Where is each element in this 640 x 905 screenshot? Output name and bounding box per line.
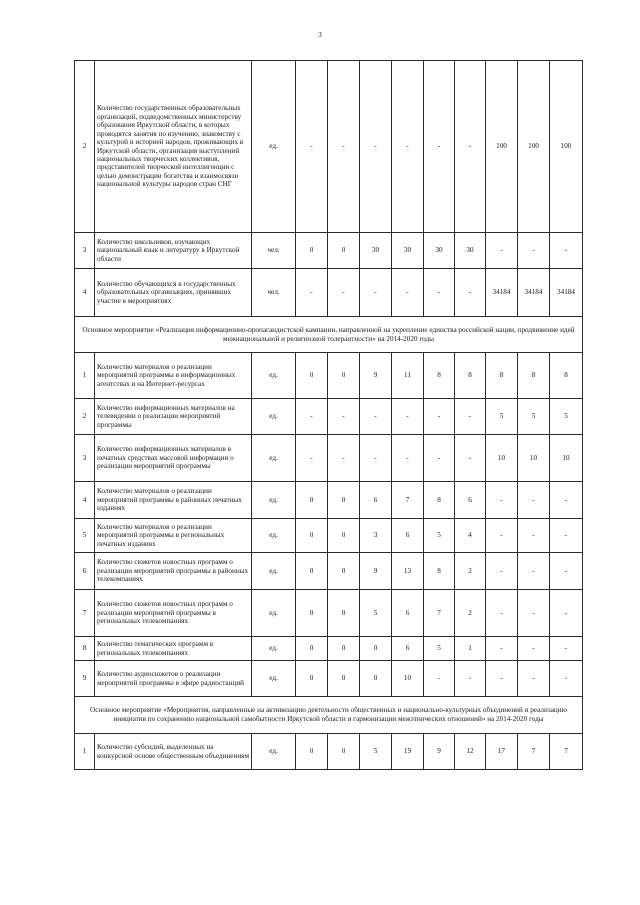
- value-cell: 0: [296, 519, 328, 553]
- value-cell: -: [455, 435, 486, 482]
- value-cell: 5: [424, 519, 455, 553]
- value-cell: 9: [360, 553, 392, 590]
- value-cell: 30: [360, 233, 392, 269]
- value-cell: -: [360, 61, 392, 233]
- value-cell: 100: [518, 61, 550, 233]
- value-cell: 10: [550, 435, 583, 482]
- table-row: [75, 661, 583, 697]
- indicator-name: Количество сюжетов новостных программ о реализации мероприятий программы в районных телекомпаниях: [95, 553, 252, 590]
- page-number: 3: [318, 31, 322, 39]
- value-cell: -: [424, 661, 455, 697]
- value-cell: 8: [550, 353, 583, 399]
- value-cell: -: [296, 269, 328, 317]
- value-cell: -: [328, 399, 360, 435]
- value-cell: -: [296, 61, 328, 233]
- value-cell: 17: [486, 734, 518, 770]
- value-cell: -: [424, 435, 455, 482]
- value-cell: -: [486, 233, 518, 269]
- value-cell: -: [518, 233, 550, 269]
- indicator-name: Количество материалов о реализации мероприятий программы в информационных агентствах и на Интернет-ресурсах: [95, 353, 252, 399]
- unit-cell: ед.: [252, 399, 296, 435]
- unit-cell: ед.: [252, 637, 296, 661]
- value-cell: 0: [296, 734, 328, 770]
- indicator-name: Количество обучающихся в государственных образовательных организациях, принявших участие в мероприятиях: [95, 269, 252, 317]
- value-cell: 0: [328, 734, 360, 770]
- row-number: 2: [75, 399, 95, 435]
- indicator-name: Количество материалов о реализации мероприятий программы в региональных печатных изданиях: [95, 519, 252, 553]
- value-cell: -: [518, 519, 550, 553]
- value-cell: -: [486, 590, 518, 637]
- value-cell: 0: [360, 661, 392, 697]
- value-cell: -: [424, 61, 455, 233]
- value-cell: -: [486, 637, 518, 661]
- value-cell: -: [550, 661, 583, 697]
- value-cell: 13: [392, 553, 424, 590]
- value-cell: 8: [424, 553, 455, 590]
- value-cell: 5: [424, 637, 455, 661]
- value-cell: 6: [392, 637, 424, 661]
- value-cell: 8: [455, 353, 486, 399]
- value-cell: -: [360, 399, 392, 435]
- value-cell: -: [518, 553, 550, 590]
- value-cell: 8: [424, 353, 455, 399]
- value-cell: -: [296, 399, 328, 435]
- row-number: 7: [75, 590, 95, 637]
- row-number: 2: [75, 61, 95, 233]
- section-row: [75, 697, 583, 734]
- value-cell: 0: [328, 553, 360, 590]
- unit-cell: ед.: [252, 353, 296, 399]
- indicator-name: Количество информационных материалов в печатных средствах массовой информации о реализации мероприятий программы: [95, 435, 252, 482]
- value-cell: 19: [392, 734, 424, 770]
- table-row: [75, 734, 583, 770]
- table-row: [75, 519, 583, 553]
- table-row: [75, 233, 583, 269]
- value-cell: 100: [550, 61, 583, 233]
- indicator-name: Количество школьников, изучающих национальный язык и литературу в Иркутской области: [95, 233, 252, 269]
- value-cell: 34184: [550, 269, 583, 317]
- section-row: [75, 317, 583, 353]
- row-number: 5: [75, 519, 95, 553]
- unit-cell: ед.: [252, 734, 296, 770]
- value-cell: 2: [455, 553, 486, 590]
- value-cell: 5: [518, 399, 550, 435]
- value-cell: 7: [518, 734, 550, 770]
- value-cell: -: [424, 269, 455, 317]
- row-number: 4: [75, 269, 95, 317]
- value-cell: 3: [360, 519, 392, 553]
- value-cell: -: [455, 661, 486, 697]
- table-row: [75, 553, 583, 590]
- row-number: 8: [75, 637, 95, 661]
- value-cell: -: [518, 482, 550, 519]
- value-cell: -: [360, 269, 392, 317]
- value-cell: 34184: [518, 269, 550, 317]
- value-cell: 0: [328, 519, 360, 553]
- table-row: [75, 353, 583, 399]
- row-number: 1: [75, 353, 95, 399]
- indicator-name: Количество субсидий, выделенных на конкурсной основе общественным объединениям: [95, 734, 252, 770]
- value-cell: -: [550, 637, 583, 661]
- unit-cell: ед.: [252, 61, 296, 233]
- row-number: 1: [75, 734, 95, 770]
- indicator-name: Количество информационных материалов на телевидении о реализации мероприятий программы: [95, 399, 252, 435]
- value-cell: 0: [360, 637, 392, 661]
- value-cell: -: [518, 661, 550, 697]
- value-cell: -: [360, 435, 392, 482]
- value-cell: 100: [486, 61, 518, 233]
- table-row: [75, 61, 583, 233]
- value-cell: -: [392, 435, 424, 482]
- value-cell: 0: [328, 482, 360, 519]
- value-cell: -: [550, 553, 583, 590]
- unit-cell: ед.: [252, 590, 296, 637]
- value-cell: 7: [392, 482, 424, 519]
- value-cell: 0: [296, 482, 328, 519]
- row-number: 9: [75, 661, 95, 697]
- value-cell: -: [392, 399, 424, 435]
- value-cell: -: [518, 637, 550, 661]
- value-cell: 8: [424, 482, 455, 519]
- value-cell: 10: [392, 661, 424, 697]
- value-cell: 0: [296, 353, 328, 399]
- value-cell: -: [296, 435, 328, 482]
- value-cell: -: [486, 553, 518, 590]
- value-cell: -: [550, 482, 583, 519]
- value-cell: 0: [328, 233, 360, 269]
- value-cell: -: [455, 269, 486, 317]
- value-cell: 9: [424, 734, 455, 770]
- value-cell: 30: [455, 233, 486, 269]
- row-number: 4: [75, 482, 95, 519]
- value-cell: -: [518, 590, 550, 637]
- unit-cell: чел.: [252, 269, 296, 317]
- unit-cell: чел.: [252, 233, 296, 269]
- value-cell: 1: [455, 637, 486, 661]
- value-cell: -: [392, 269, 424, 317]
- indicator-name: Количество аудиосюжетов о реализации мероприятий программы в эфире радиостанций: [95, 661, 252, 697]
- value-cell: 0: [296, 661, 328, 697]
- row-number: 3: [75, 435, 95, 482]
- table-row: [75, 269, 583, 317]
- indicator-name: Количество государственных образовательных организаций, подведомственных министерству образования Иркутской области, в которых проводятся занятия по изучению, знакомству с культурой и историей народов, проживающих в Иркутской области, организация выступлений национальных творческих коллективов, представителей творческой интеллигенции с целью демонстрации богатства и взаимосвязи национальной культуры народов стран СНГ: [95, 61, 252, 233]
- value-cell: 8: [486, 353, 518, 399]
- value-cell: 0: [296, 553, 328, 590]
- value-cell: 5: [550, 399, 583, 435]
- table-body: [75, 61, 583, 770]
- unit-cell: ед.: [252, 435, 296, 482]
- value-cell: -: [455, 399, 486, 435]
- unit-cell: ед.: [252, 661, 296, 697]
- value-cell: -: [455, 61, 486, 233]
- value-cell: 4: [455, 519, 486, 553]
- value-cell: 7: [424, 590, 455, 637]
- value-cell: -: [550, 233, 583, 269]
- value-cell: 30: [392, 233, 424, 269]
- unit-cell: ед.: [252, 482, 296, 519]
- value-cell: 0: [328, 661, 360, 697]
- value-cell: -: [328, 435, 360, 482]
- value-cell: 7: [550, 734, 583, 770]
- row-number: 3: [75, 233, 95, 269]
- value-cell: 2: [455, 590, 486, 637]
- table-row: [75, 637, 583, 661]
- value-cell: 9: [360, 353, 392, 399]
- value-cell: -: [486, 482, 518, 519]
- table-row: [75, 590, 583, 637]
- value-cell: 6: [392, 590, 424, 637]
- value-cell: 0: [328, 637, 360, 661]
- value-cell: 0: [328, 590, 360, 637]
- indicator-name: Количество материалов о реализации мероприятий программы в районных печатных изданиях: [95, 482, 252, 519]
- indicator-name: Количество тематических программ в региональных телекомпаниях: [95, 637, 252, 661]
- unit-cell: ед.: [252, 519, 296, 553]
- value-cell: 6: [455, 482, 486, 519]
- section-title: Основное мероприятие «Реализация информационно-пропагандистской кампании, направленной на укрепление единства российской нации, продвижение идей межнациональной и религиозной толерантности» на 2014-2020 годы: [75, 317, 583, 353]
- value-cell: 8: [518, 353, 550, 399]
- value-cell: -: [550, 590, 583, 637]
- indicator-name: Количество сюжетов новостных программ о реализации мероприятий программы в региональных телекомпаниях: [95, 590, 252, 637]
- section-title: Основное мероприятие «Мероприятия, направленные на активизацию деятельности общественных и национально-культурных объединений и реализацию инициатив по сохранению национальной самобытности Иркутской области и гармонизации межэтнических отношений» на 2014-2020 годы: [75, 697, 583, 734]
- value-cell: 0: [296, 637, 328, 661]
- value-cell: 34184: [486, 269, 518, 317]
- value-cell: 5: [486, 399, 518, 435]
- table-row: [75, 482, 583, 519]
- value-cell: -: [550, 519, 583, 553]
- value-cell: 30: [424, 233, 455, 269]
- value-cell: -: [486, 519, 518, 553]
- value-cell: 6: [392, 519, 424, 553]
- indicators-table: [74, 60, 583, 770]
- value-cell: -: [392, 61, 424, 233]
- value-cell: -: [486, 661, 518, 697]
- value-cell: 5: [360, 590, 392, 637]
- value-cell: -: [328, 61, 360, 233]
- value-cell: 0: [296, 233, 328, 269]
- table-row: [75, 399, 583, 435]
- value-cell: -: [424, 399, 455, 435]
- table-row: [75, 435, 583, 482]
- value-cell: 0: [296, 590, 328, 637]
- value-cell: 11: [392, 353, 424, 399]
- row-number: 6: [75, 553, 95, 590]
- value-cell: 5: [360, 734, 392, 770]
- value-cell: -: [328, 269, 360, 317]
- value-cell: 10: [486, 435, 518, 482]
- value-cell: 0: [328, 353, 360, 399]
- unit-cell: ед.: [252, 553, 296, 590]
- value-cell: 12: [455, 734, 486, 770]
- value-cell: 10: [518, 435, 550, 482]
- value-cell: 6: [360, 482, 392, 519]
